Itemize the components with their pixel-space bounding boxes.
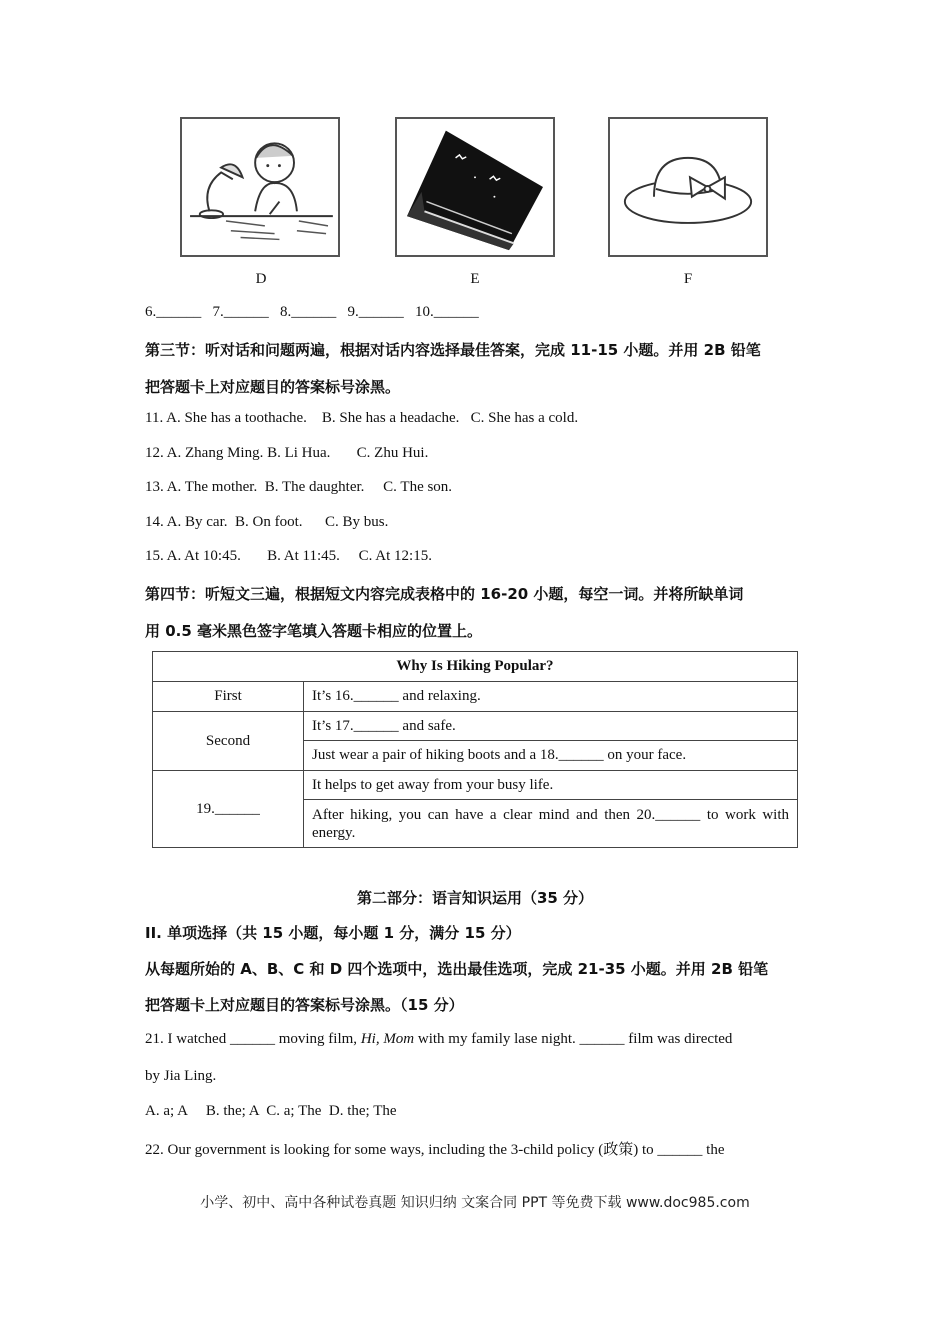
question-15: 15. A. At 10:45. B. At 11:45. C. At 12:15. <box>145 548 432 564</box>
book-icon <box>397 119 553 255</box>
picture-d <box>180 117 340 257</box>
section3-instruction-1: 第三节：听对话和问题两遍，根据对话内容选择最佳答案，完成 11-15 小题。并用 2B 铅笔 <box>145 341 761 359</box>
table-second-label: Second <box>153 712 304 771</box>
question-21-options: A. a; A B. the; A C. a; The D. the; The <box>145 1103 397 1119</box>
table-third-text-2: After hiking, you can have a clear mind and then 20.______ to work with energy. <box>304 800 798 848</box>
part2-instruction-2: 把答题卡上对应题目的答案标号涂黑。（15 分） <box>145 996 464 1014</box>
hiking-table <box>152 651 798 848</box>
picture-e <box>395 117 555 257</box>
section4-instruction-1: 第四节：听短文三遍，根据短文内容完成表格中的 16-20 小题，每空一词。并将所缺单词 <box>145 585 744 603</box>
question-11: 11. A. She has a toothache. B. She has a headache. C. She has a cold. <box>145 410 579 426</box>
table-first-label: First <box>153 682 304 712</box>
question-14: 14. A. By car. B. On foot. C. By bus. <box>145 514 389 530</box>
question-21-post: with my family lase night. ______ film was directed <box>414 1031 733 1047</box>
answer-blanks-6-10: 6.______ 7.______ 8.______ 9.______ 10.______ <box>145 304 479 320</box>
boy-writing-icon <box>182 119 338 255</box>
table-third-text-1: It helps to get away from your busy life. <box>304 771 798 800</box>
picture-label-f: F <box>683 271 693 287</box>
question-12: 12. A. Zhang Ming. B. Li Hua. C. Zhu Hui. <box>145 445 429 461</box>
question-21-line2: by Jia Ling. <box>145 1068 217 1084</box>
part2-title: 第二部分：语言知识运用（35 分） <box>356 889 594 907</box>
table-second-text-1: It’s 17.______ and safe. <box>304 712 798 741</box>
part2-subtitle: II. 单项选择（共 15 小题，每小题 1 分，满分 15 分） <box>145 924 521 942</box>
question-21-pre: 21. I watched ______ moving film, <box>145 1031 361 1047</box>
section4-instruction-2: 用 0.5 毫米黑色签字笔填入答题卡相应的位置上。 <box>145 622 483 640</box>
section3-instruction-2: 把答题卡上对应题目的答案标号涂黑。 <box>145 378 401 396</box>
question-21 <box>145 1031 732 1048</box>
table-third-label: 19.______ <box>153 771 304 848</box>
part2-instruction-1: 从每题所始的 A、B、C 和 D 四个选项中，选出最佳选项，完成 21-35 小题。并用 2B 铅笔 <box>145 960 769 978</box>
question-21-film-title: Hi, Mom <box>360 1031 415 1047</box>
table-first-text: It’s 16.______ and relaxing. <box>304 682 798 712</box>
question-22: 22. Our government is looking for some ways, including the 3-child policy (政策) to ______ the <box>145 1142 725 1158</box>
table-title: Why Is Hiking Popular? <box>153 652 798 682</box>
picture-label-d: D <box>255 271 267 287</box>
hat-icon <box>610 119 766 255</box>
table-second-text-2: Just wear a pair of hiking boots and a 18.______ on your face. <box>304 741 798 771</box>
page-footer: 小学、初中、高中各种试卷真题 知识归纳 文案合同 PPT 等免费下载 www.doc985.com <box>200 1195 750 1211</box>
picture-f <box>608 117 768 257</box>
picture-label-e: E <box>470 271 480 287</box>
question-13: 13. A. The mother. B. The daughter. C. The son. <box>145 479 453 495</box>
